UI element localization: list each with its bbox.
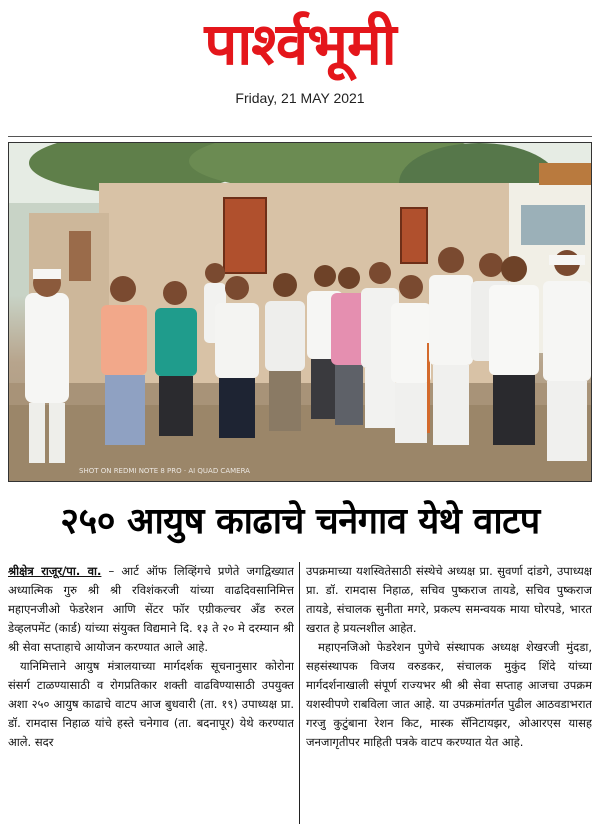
article-column-left [8,562,294,824]
article-paragraph: यानिमित्ताने आयुष मंत्रालयाच्या मार्गदर्शक सूचनानुसार कोरोना संसर्ग टाळण्यासाठी व रोगप्रतिकार शक्ती वाढविण्यासाठी उपयुक्त अशा २५० आयुष काढाचे वाटप आज बुधवारी (ता. १९) उपाध्यक्ष प्रा. डॉ. रामदास निहाळ यांचे हस्ते चनेगाव (ता. बदनापूर) येथे करण्यात आले. सदर [8,659,294,749]
article-dateline: श्रीक्षेत्र राजूर/पा. वा. [8,564,102,578]
photo-illustration [9,143,592,482]
news-photo [8,142,592,482]
article-column-right [306,562,592,824]
issue-date: Friday, 21 MAY 2021 [235,90,365,106]
article-paragraph: महाएनजिओ फेडरेशन पुणेचे संस्थापक अध्यक्ष शेखरजी मुंदडा, सहसंस्थापक विजय वरुडकर, संचालक मुकुंद शिंदे यांच्या मार्गदर्शनाखाली संपूर्ण राज्यभर श्री श्री सेवा सप्ताह आजचा उपक्रम यशस्वीपणे राबविला जात आहे. या उपक्रमांतर्गत पुढील आठवडाभरात गरजु कुटुंबाना रेशन किट, मास्क सॅनिटायझर, ओआरएस यासह जनजागृतीपर माहिती पत्रके वाटप करण्यात येत आहे. [306,640,592,749]
article-paragraph-text: – आर्ट ऑफ लिव्हिंगचे प्रणेते जगद्विख्यात अध्यात्मिक गुरु श्री श्री रविशंकरजी यांच्या वाढदिवसानिमित्त महाएनजीओ फेडरेशन आणि सेंटर फॉर एग्रीकल्चर अँड रुरल डेव्हलपमेंट (कार्ड) यांच्या संयुक्त विद्यमाने दि. १३ ते २० मे दरम्यान श्री श्री सेवा सप्ताहाचे आयोजन करण्यात आले आहे. [8,564,294,654]
article-headline: २५० आयुष काढाचे चनेगाव येथे वाटप [60,501,540,542]
masthead [0,0,600,112]
article-paragraph: उपक्रमाच्या यशस्वितेसाठी संस्थेचे अध्यक्ष प्रा. सुवर्णा दांडगे, उपाध्यक्ष प्रा. डॉ. रामदास निहाळ, सचिव पुष्कराज तायडे, सचिव पुष्कराज तायडे, संचालक सुनीता मगरे, प्रकल्प समन्वयक माया घोरपडे, भारत खरात हे प्रयत्नशील आहेत. [306,564,592,635]
article-body [8,562,592,824]
photo-watermark: SHOT ON REDMI NOTE 8 PRO · AI QUAD CAMERA [79,467,250,475]
article-paragraph [8,562,294,657]
newspaper-logo: पार्श्वभूमी [204,10,396,78]
masthead-divider [8,136,592,137]
column-divider [299,562,300,824]
